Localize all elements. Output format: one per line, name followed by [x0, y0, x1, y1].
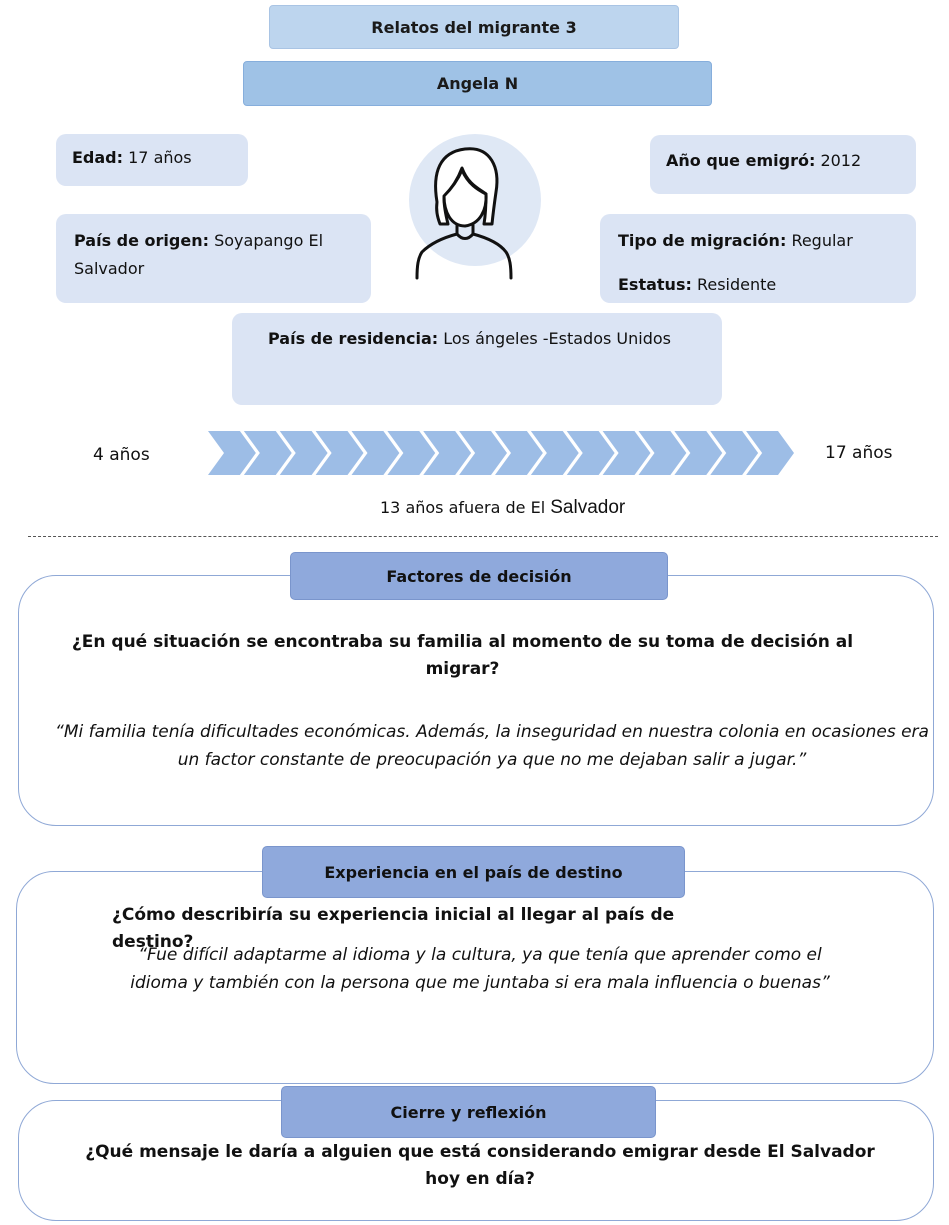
- question-experience: ¿Cómo describiría su experiencia inicial al llegar al país de destino?: [112, 905, 675, 952]
- answer-decision: “Mi familia tenía dificultades económicas. Además, la inseguridad en nuestra colonia en ocasiones era un factor constante de preocupación ya que no me dejaban salir a jugar.”: [55, 722, 929, 770]
- year-card: [650, 135, 916, 194]
- age-card: [56, 134, 248, 186]
- timeline-caption: [380, 497, 625, 519]
- residence-label: País de residencia:: [268, 329, 439, 348]
- age-label: Edad:: [72, 148, 124, 167]
- section-title-closing: Cierre y reflexión: [281, 1086, 656, 1138]
- status-value: Residente: [696, 275, 777, 294]
- question-closing: ¿Qué mensaje le daría a alguien que está considerando emigrar desde El Salvador hoy en día?: [85, 1142, 875, 1189]
- section-title-experience: Experiencia en el país de destino: [262, 846, 685, 898]
- timeline-arrow: [208, 431, 798, 475]
- year-label: Año que emigró:: [666, 151, 816, 170]
- migration-type-value: Regular: [791, 231, 853, 250]
- section-title-decision: Factores de decisión: [290, 552, 668, 600]
- migrant-name: Angela N: [243, 61, 712, 106]
- page-title: Relatos del migrante 3: [269, 5, 679, 49]
- origin-label: País de origen:: [74, 231, 210, 250]
- answer-experience: “Fue difícil adaptarme al idioma y la cultura, ya que tenía que aprender como el idioma y también con la persona que me juntaba si era mala influencia o buenas”: [130, 945, 830, 993]
- residence-card: [232, 313, 722, 405]
- residence-value: Los ángeles -Estados Unidos: [443, 329, 671, 348]
- section-decision-factors: [18, 575, 934, 826]
- age-value: 17 años: [128, 148, 192, 167]
- migration-type-card: [600, 214, 916, 303]
- origin-value: Soyapango El Salvador: [74, 231, 324, 278]
- timeline-caption-suffix: Salvador: [550, 497, 626, 518]
- question-decision: ¿En qué situación se encontraba su familia al momento de su toma de decisión al migrar?: [71, 632, 854, 679]
- status-label: Estatus:: [618, 275, 692, 294]
- migration-type-label: Tipo de migración:: [618, 231, 787, 250]
- year-value: 2012: [820, 151, 862, 170]
- timeline-end-label: 17 años: [825, 443, 893, 463]
- timeline-caption-prefix: 13 años afuera de El: [380, 498, 546, 517]
- origin-card: [56, 214, 371, 303]
- woman-avatar-icon: [390, 132, 545, 282]
- dashed-divider: [28, 536, 938, 537]
- timeline-start-label: 4 años: [93, 445, 150, 465]
